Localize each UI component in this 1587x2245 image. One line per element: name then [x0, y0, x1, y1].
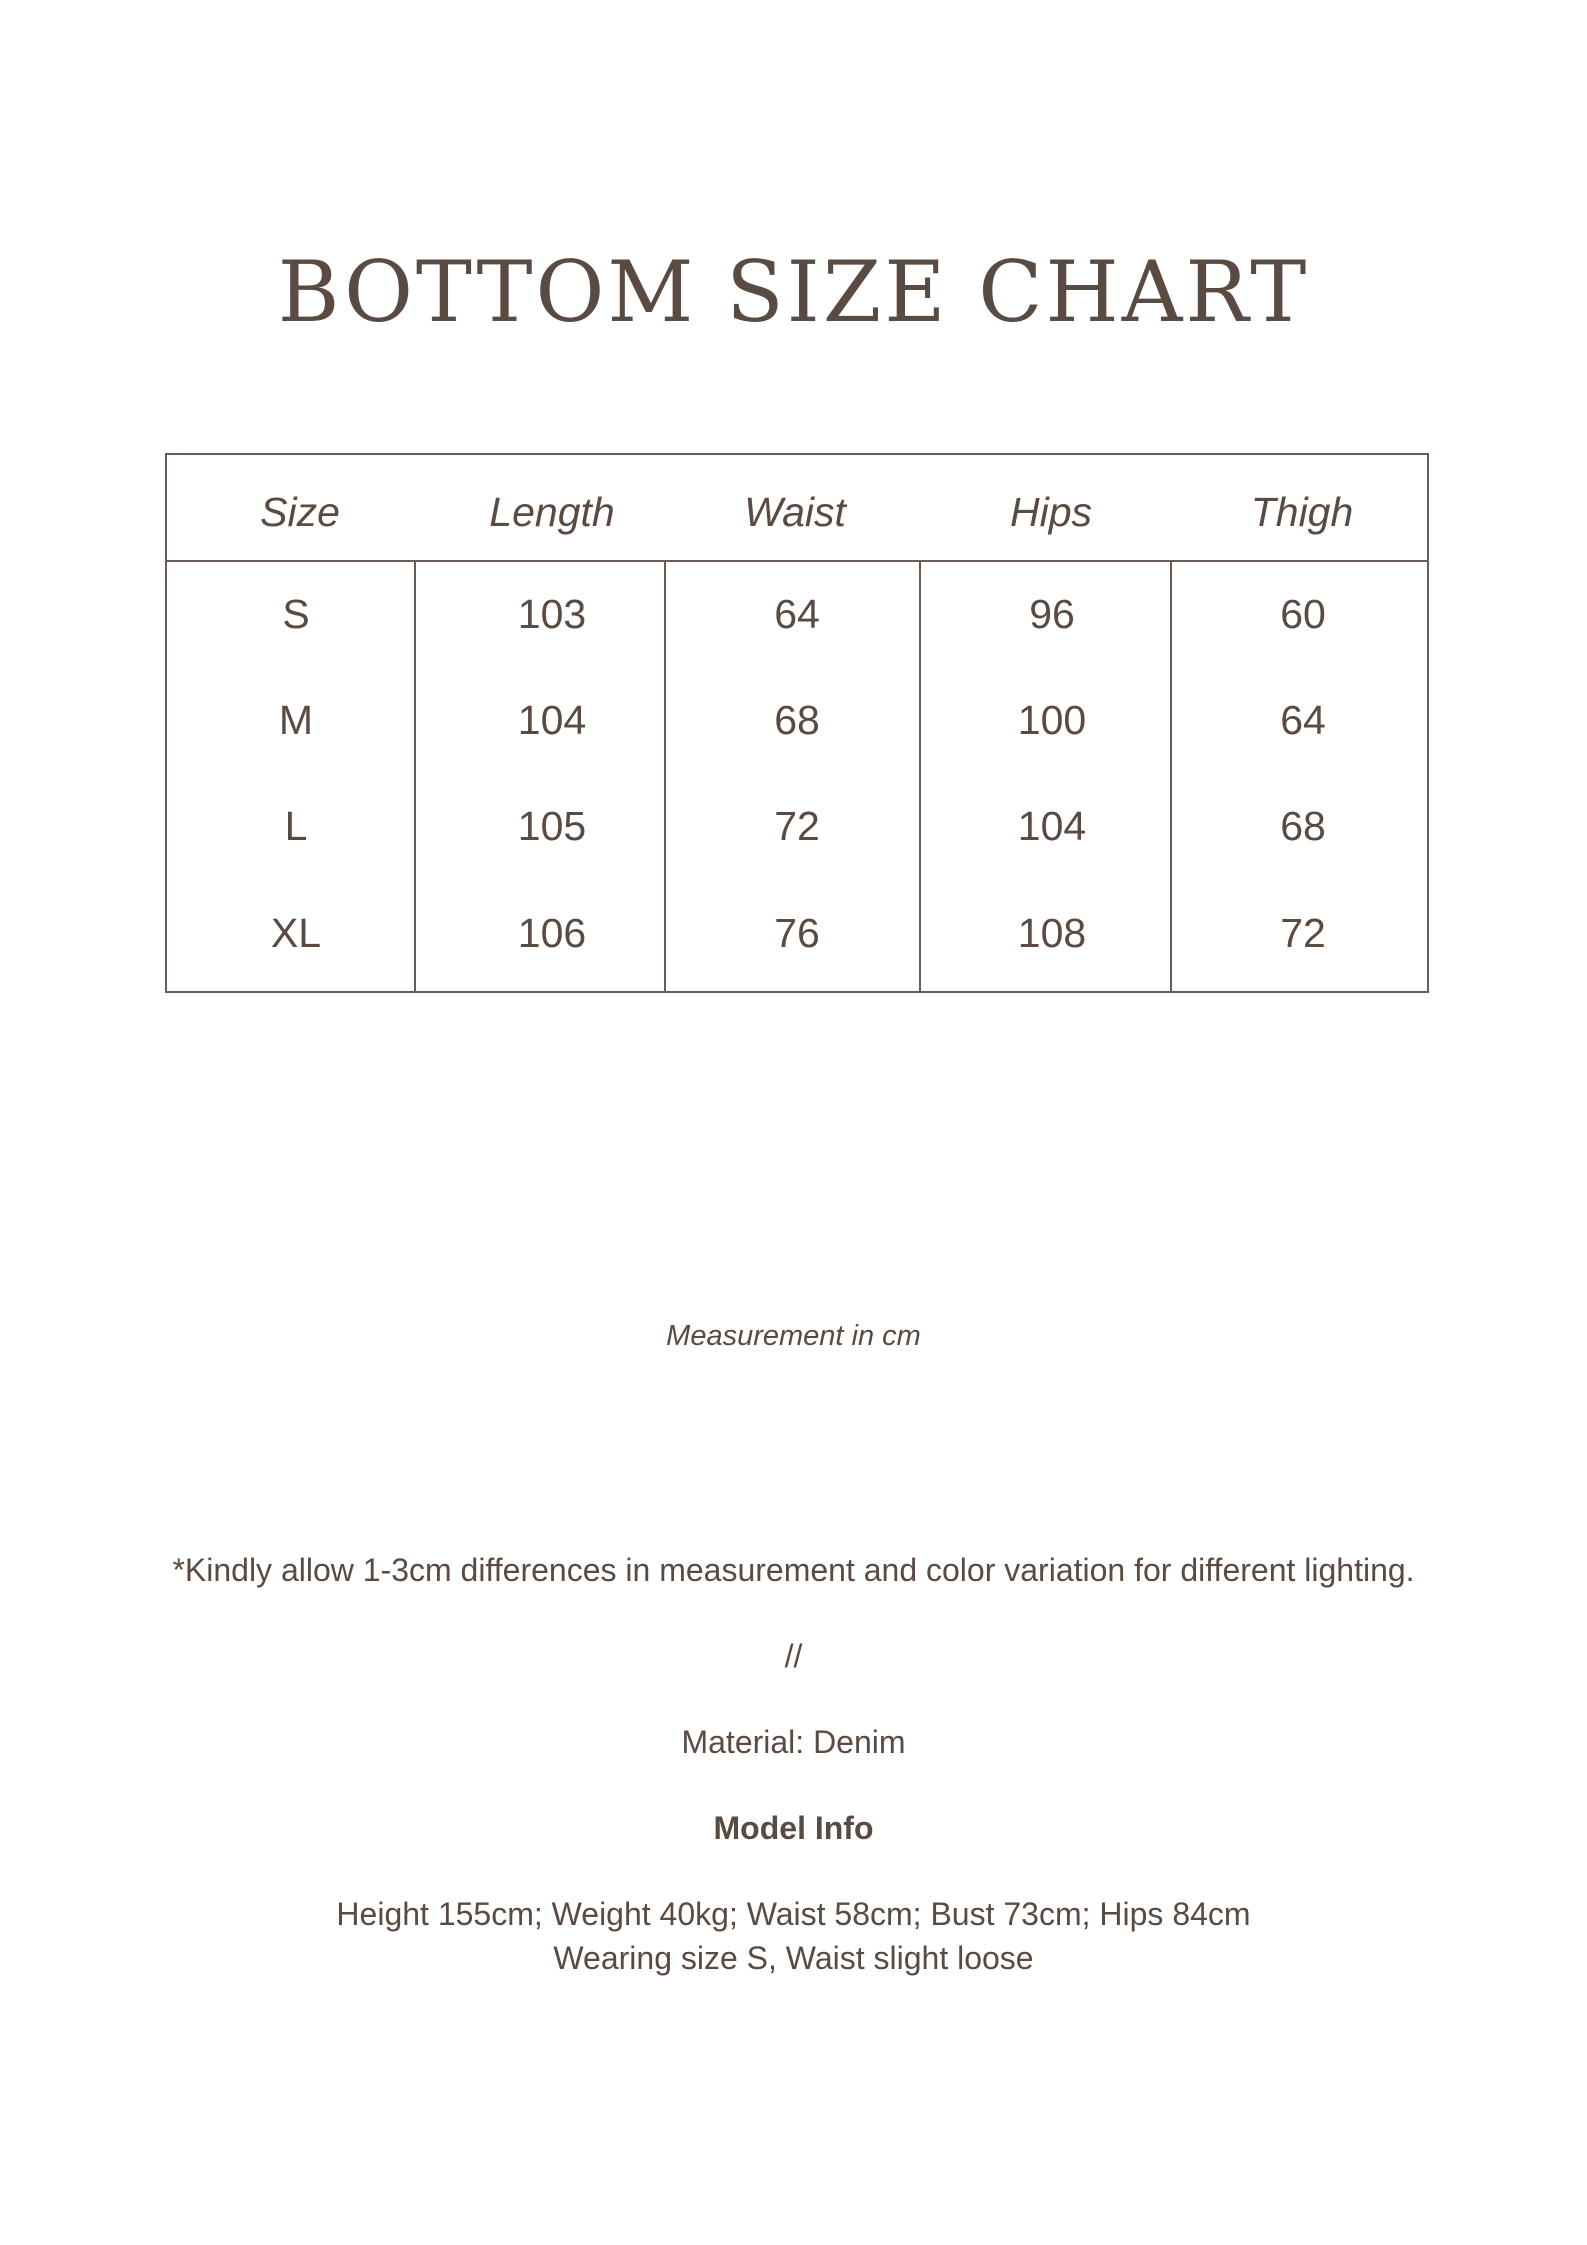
header-thigh: Thigh [1250, 489, 1354, 535]
cell-hips-s: 96 [1029, 591, 1075, 637]
cell-hips-xl: 108 [1017, 910, 1087, 956]
cell-thigh-s: 60 [1280, 591, 1326, 637]
cell-size-l: L [284, 803, 308, 849]
cell-waist-l: 72 [774, 803, 820, 849]
cell-waist-m: 68 [774, 697, 820, 743]
material-text: Material: Denim [681, 1724, 906, 1760]
cell-thigh-xl: 72 [1280, 910, 1326, 956]
cell-hips-m: 100 [1017, 697, 1087, 743]
cell-thigh-l: 68 [1280, 803, 1326, 849]
cell-length-s: 103 [517, 591, 587, 637]
cell-size-s: S [282, 591, 310, 637]
disclaimer-text: *Kindly allow 1-3cm differences in measurement and color variation for different lighting. [172, 1552, 1415, 1588]
column-divider [664, 562, 666, 991]
separator: // [784, 1638, 803, 1674]
size-chart-table [165, 453, 1429, 993]
table-header-row [167, 455, 1427, 562]
cell-size-xl: XL [270, 910, 322, 956]
page-title: BOTTOM SIZE CHART [277, 243, 1310, 341]
column-divider [919, 562, 921, 991]
column-divider [1170, 562, 1172, 991]
cell-size-m: M [278, 697, 314, 743]
measurement-unit-note: Measurement in cm [666, 1320, 921, 1352]
column-divider [414, 562, 416, 991]
header-length: Length [489, 489, 615, 535]
cell-length-m: 104 [517, 697, 587, 743]
cell-length-l: 105 [517, 803, 587, 849]
model-info-heading: Model Info [713, 1810, 874, 1846]
cell-hips-l: 104 [1017, 803, 1087, 849]
header-size: Size [260, 489, 340, 535]
header-hips: Hips [1009, 489, 1093, 535]
cell-length-xl: 106 [517, 910, 587, 956]
cell-thigh-m: 64 [1280, 697, 1326, 743]
model-wearing-text: Wearing size S, Waist slight loose [553, 1940, 1034, 1976]
cell-waist-s: 64 [774, 591, 820, 637]
model-stats-text: Height 155cm; Weight 40kg; Waist 58cm; Bust 73cm; Hips 84cm [336, 1896, 1251, 1932]
header-waist: Waist [744, 489, 846, 535]
cell-waist-xl: 76 [774, 910, 820, 956]
